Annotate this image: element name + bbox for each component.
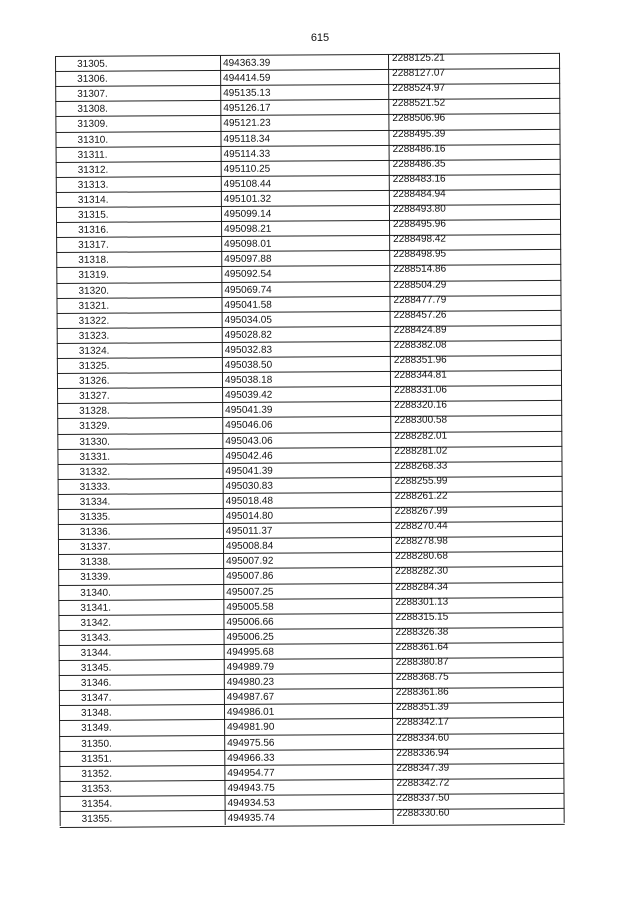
x-coordinate-cell: 495039.42 — [225, 389, 273, 402]
point-id-cell: 31335. — [79, 511, 111, 523]
y-coordinate-cell: 2288347.39 — [396, 762, 450, 774]
point-id-cell: 31317. — [78, 239, 109, 252]
point-id-cell: 31318. — [78, 254, 109, 267]
point-id-cell: 31351. — [81, 753, 112, 765]
y-coordinate-cell: 2288315.15 — [395, 611, 449, 623]
y-coordinate-cell: 2288524.97 — [392, 82, 446, 95]
x-coordinate-cell: 495005.58 — [226, 601, 274, 613]
x-coordinate-cell: 495092.54 — [224, 269, 272, 281]
x-coordinate-cell: 495014.80 — [225, 510, 274, 522]
y-coordinate-cell: 2288344.81 — [393, 369, 447, 382]
point-id-cell: 31312. — [77, 164, 109, 176]
x-coordinate-cell: 494989.79 — [226, 661, 275, 673]
x-coordinate-cell: 495118.34 — [223, 133, 271, 145]
point-id-cell: 31313. — [77, 179, 109, 191]
y-coordinate-cell: 2288457.26 — [393, 309, 447, 321]
point-id-cell: 31345. — [80, 662, 112, 674]
y-coordinate-cell: 2288270.44 — [394, 520, 448, 533]
y-coordinate-cell: 2288351.96 — [393, 354, 447, 366]
y-coordinate-cell: 2288486.16 — [392, 143, 446, 155]
x-coordinate-cell: 494986.01 — [226, 706, 275, 719]
point-id-cell: 31326. — [78, 375, 110, 387]
y-coordinate-cell: 2288282.01 — [394, 430, 448, 442]
y-coordinate-cell: 2288368.75 — [395, 671, 449, 684]
x-coordinate-cell: 495110.25 — [223, 163, 271, 175]
x-coordinate-cell: 495038.50 — [224, 359, 273, 371]
x-coordinate-cell: 494981.90 — [227, 722, 275, 734]
y-coordinate-cell: 2288351.39 — [395, 701, 449, 714]
x-coordinate-cell: 495108.44 — [223, 178, 272, 190]
point-id-cell: 31339. — [80, 572, 111, 584]
x-coordinate-cell: 495069.74 — [224, 284, 272, 296]
y-coordinate-cell: 2288495.96 — [393, 218, 446, 231]
y-coordinate-cell: 2288504.29 — [393, 279, 447, 291]
y-coordinate-cell: 2288301.13 — [395, 596, 449, 608]
point-id-cell: 31310. — [77, 134, 109, 146]
y-coordinate-cell: 2288361.64 — [395, 641, 449, 653]
y-coordinate-cell: 2288261.22 — [394, 490, 448, 502]
y-coordinate-cell: 2288382.08 — [393, 339, 447, 351]
y-coordinate-cell: 2288514.86 — [393, 264, 447, 276]
x-coordinate-cell: 494414.59 — [223, 72, 271, 85]
x-coordinate-cell: 495042.46 — [225, 450, 273, 462]
x-coordinate-cell: 494363.39 — [223, 57, 271, 69]
y-coordinate-cell: 2288380.87 — [395, 656, 449, 668]
point-id-cell: 31330. — [79, 436, 110, 448]
y-coordinate-cell: 2288331.06 — [394, 384, 447, 397]
x-coordinate-cell: 495135.13 — [223, 87, 271, 100]
point-id-cell: 31316. — [78, 224, 109, 236]
point-id-cell: 31333. — [79, 481, 111, 493]
y-coordinate-cell: 2288300.58 — [394, 415, 448, 427]
x-coordinate-cell: 495007.86 — [226, 571, 274, 583]
point-id-cell: 31344. — [80, 647, 112, 659]
x-coordinate-cell: 495011.37 — [225, 525, 273, 538]
point-id-cell: 31307. — [77, 88, 108, 101]
x-coordinate-cell: 495114.33 — [223, 148, 271, 160]
x-coordinate-cell: 495101.32 — [223, 193, 272, 205]
y-coordinate-cell: 2288268.33 — [394, 460, 448, 472]
x-coordinate-cell: 495041.39 — [225, 465, 273, 477]
x-coordinate-cell: 495121.23 — [223, 118, 271, 130]
point-id-cell: 31305. — [77, 58, 108, 70]
y-coordinate-cell: 2288127.07 — [392, 67, 445, 80]
y-coordinate-cell: 2288361.86 — [395, 686, 449, 699]
x-coordinate-cell: 494954.77 — [227, 767, 275, 779]
y-coordinate-cell: 2288255.99 — [394, 475, 448, 487]
point-id-cell: 31328. — [79, 405, 110, 418]
y-coordinate-cell: 2288342.72 — [396, 777, 450, 789]
point-id-cell: 31306. — [77, 73, 108, 85]
point-id-cell: 31353. — [81, 783, 113, 795]
y-coordinate-cell: 2288498.42 — [393, 233, 447, 246]
x-coordinate-cell: 495099.14 — [223, 208, 272, 220]
y-coordinate-cell: 2288495.39 — [392, 128, 446, 140]
point-id-cell: 31324. — [78, 345, 110, 357]
y-coordinate-cell: 2288483.16 — [392, 173, 446, 185]
point-id-cell: 31329. — [79, 421, 110, 433]
y-coordinate-cell: 2288278.98 — [394, 535, 448, 548]
point-id-cell: 31349. — [81, 723, 112, 735]
point-id-cell: 31340. — [80, 587, 111, 599]
point-id-cell: 31319. — [78, 270, 109, 282]
point-id-cell: 31315. — [77, 209, 109, 221]
x-coordinate-cell: 495038.18 — [224, 374, 273, 387]
point-id-cell: 31347. — [80, 692, 112, 705]
y-coordinate-cell: 2288498.95 — [393, 248, 447, 261]
point-id-cell: 31311. — [77, 149, 108, 161]
y-coordinate-cell: 2288284.34 — [395, 581, 449, 593]
x-coordinate-cell: 494995.68 — [226, 646, 274, 658]
y-coordinate-cell: 2288486.35 — [392, 158, 446, 170]
point-id-cell: 31309. — [77, 119, 109, 131]
point-id-cell: 31346. — [80, 677, 112, 689]
point-id-cell: 31342. — [80, 617, 112, 629]
point-id-cell: 31338. — [80, 556, 111, 569]
x-coordinate-cell: 494975.56 — [227, 737, 275, 749]
point-id-cell: 31343. — [80, 632, 112, 644]
point-id-cell: 31354. — [81, 798, 113, 810]
x-coordinate-cell: 495043.06 — [225, 435, 273, 447]
point-id-cell: 31314. — [77, 194, 109, 206]
x-coordinate-cell: 495041.39 — [225, 404, 273, 417]
y-coordinate-cell: 2288506.96 — [392, 113, 446, 125]
point-id-cell: 31341. — [80, 602, 111, 614]
point-id-cell: 31334. — [79, 496, 111, 508]
y-coordinate-cell: 2288337.50 — [396, 792, 450, 804]
y-coordinate-cell: 2288267.99 — [394, 505, 448, 517]
x-coordinate-cell: 495041.58 — [224, 299, 272, 311]
x-coordinate-cell: 495028.82 — [224, 329, 273, 341]
x-coordinate-cell: 495007.25 — [226, 586, 274, 598]
y-coordinate-cell: 2288326.38 — [395, 626, 449, 638]
x-coordinate-cell: 494966.33 — [227, 752, 275, 764]
x-coordinate-cell: 494934.53 — [227, 797, 275, 809]
x-coordinate-cell: 495008.84 — [225, 540, 274, 553]
y-coordinate-cell: 2288424.89 — [393, 324, 447, 336]
point-id-cell: 31325. — [78, 360, 110, 372]
y-coordinate-cell: 2288330.60 — [396, 807, 450, 819]
table-row — [60, 808, 565, 828]
x-coordinate-cell: 495046.06 — [225, 420, 273, 432]
y-coordinate-cell: 2288125.21 — [391, 52, 445, 64]
point-id-cell: 31352. — [81, 768, 113, 780]
coordinate-table — [55, 53, 565, 826]
y-coordinate-cell: 2288493.80 — [392, 203, 446, 215]
y-coordinate-cell: 2288281.02 — [394, 445, 448, 457]
x-coordinate-cell: 495126.17 — [223, 102, 271, 115]
y-coordinate-cell: 2288282.30 — [395, 565, 449, 578]
point-id-cell: 31327. — [79, 390, 110, 403]
y-coordinate-cell: 2288334.60 — [396, 732, 450, 744]
y-coordinate-cell: 2288342.17 — [396, 716, 449, 729]
point-id-cell: 31336. — [79, 526, 111, 538]
x-coordinate-cell: 495006.25 — [226, 631, 274, 643]
point-id-cell: 31331. — [79, 451, 111, 463]
point-id-cell: 31320. — [78, 285, 110, 297]
point-id-cell: 31321. — [78, 300, 110, 312]
y-coordinate-cell: 2288521.52 — [392, 97, 446, 110]
x-coordinate-cell: 494987.67 — [226, 691, 275, 704]
x-coordinate-cell: 495098.01 — [224, 238, 272, 251]
x-coordinate-cell: 495006.66 — [226, 616, 274, 628]
point-id-cell: 31308. — [77, 103, 108, 116]
y-coordinate-cell: 2288280.68 — [395, 550, 448, 563]
point-id-cell: 31348. — [80, 707, 112, 720]
x-coordinate-cell: 495097.88 — [224, 253, 272, 266]
point-id-cell: 31323. — [78, 330, 110, 342]
page-number: 615 — [310, 32, 330, 44]
x-coordinate-cell: 495034.05 — [224, 314, 272, 326]
point-id-cell: 31337. — [79, 541, 111, 554]
x-coordinate-cell: 494935.74 — [227, 812, 275, 824]
y-coordinate-cell: 2288320.16 — [394, 399, 448, 412]
y-coordinate-cell: 2288477.79 — [393, 294, 447, 306]
point-id-cell: 31322. — [78, 315, 110, 327]
point-id-cell: 31355. — [81, 813, 113, 825]
y-coordinate-cell: 2288484.94 — [392, 188, 446, 200]
x-coordinate-cell: 495018.48 — [225, 495, 274, 507]
point-id-cell: 31332. — [79, 466, 111, 478]
x-coordinate-cell: 494980.23 — [226, 676, 275, 689]
point-id-cell: 31350. — [81, 738, 112, 750]
x-coordinate-cell: 494943.75 — [227, 782, 275, 794]
x-coordinate-cell: 495032.83 — [224, 344, 273, 356]
y-coordinate-cell: 2288336.94 — [396, 747, 450, 759]
x-coordinate-cell: 495030.83 — [225, 480, 273, 492]
x-coordinate-cell: 495007.92 — [226, 555, 274, 568]
x-coordinate-cell: 495098.21 — [224, 223, 272, 236]
